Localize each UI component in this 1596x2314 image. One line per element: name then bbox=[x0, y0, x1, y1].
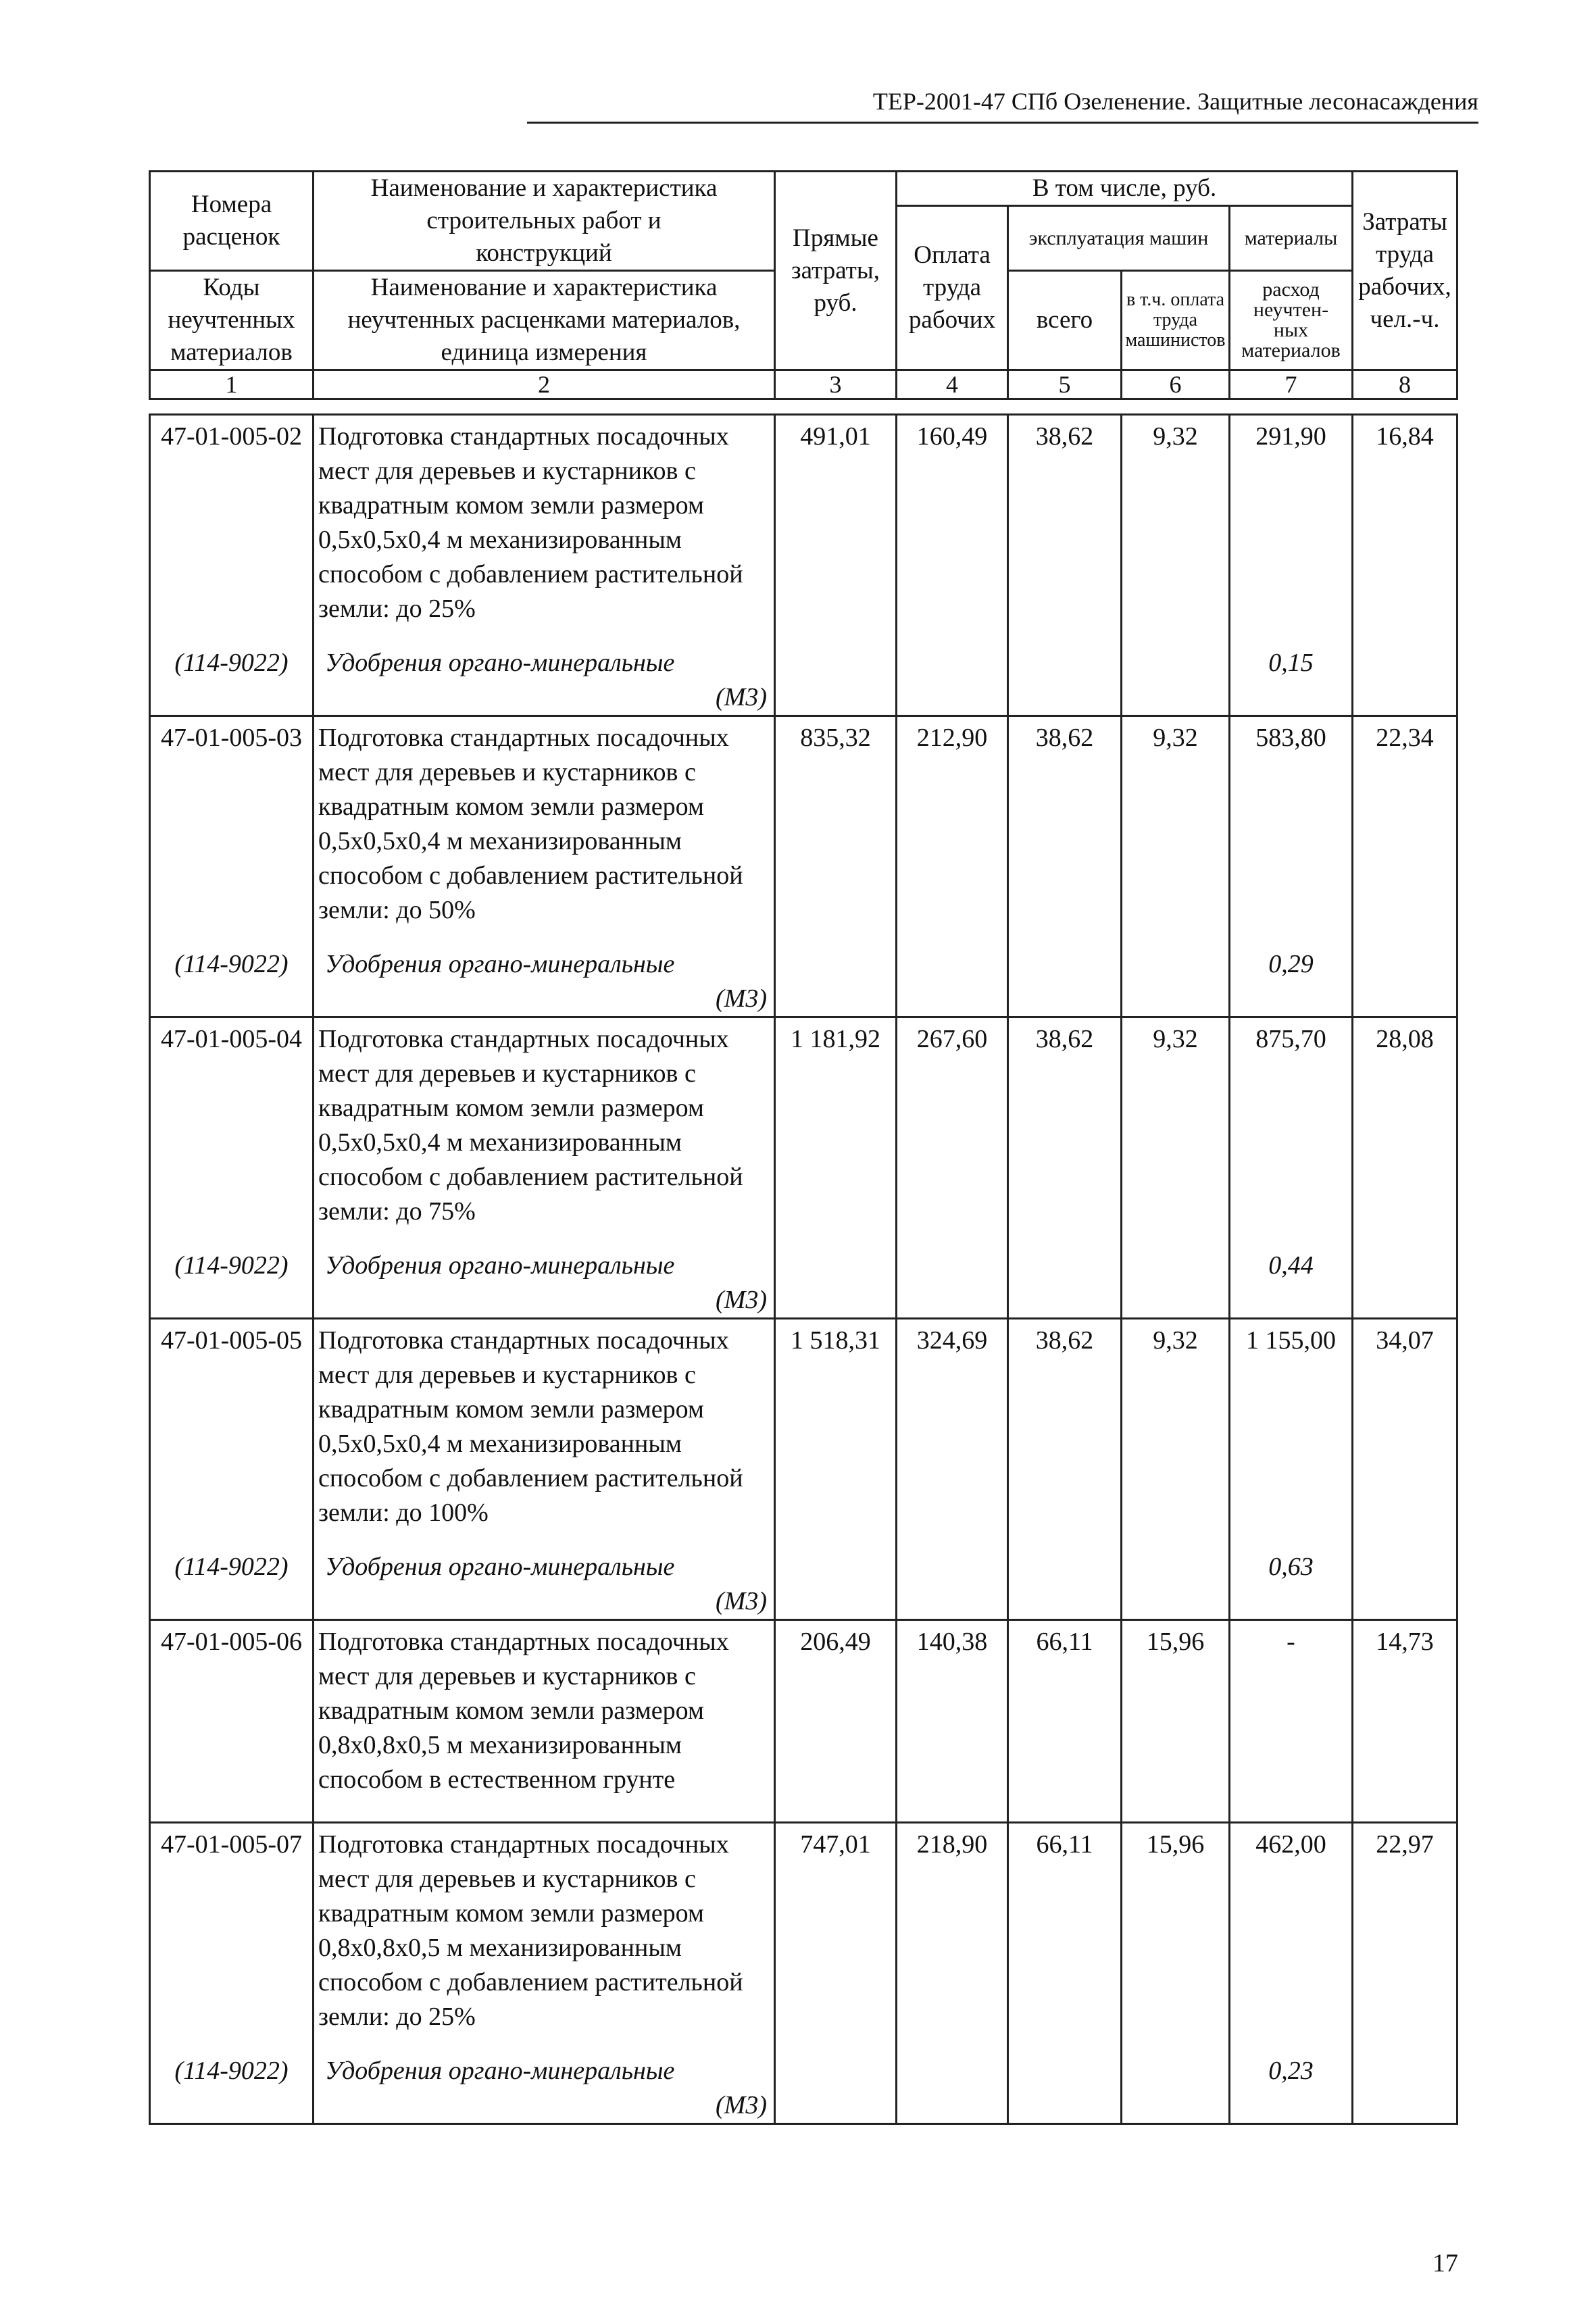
header-including: В том числе, руб. bbox=[897, 172, 1353, 206]
labor-pay: 160,49 bbox=[897, 415, 1008, 638]
material-consumption: 0,15 bbox=[1230, 638, 1353, 716]
material-code: (114-9022) bbox=[150, 1240, 314, 1319]
labor-pay: 212,90 bbox=[897, 716, 1008, 939]
material-unit: (М3) bbox=[716, 984, 767, 1013]
material-name: Удобрения органо-минеральные bbox=[325, 1552, 675, 1581]
materials-cost: - bbox=[1230, 1620, 1353, 1823]
materials-cost: 462,00 bbox=[1230, 1823, 1353, 2046]
empty-cell bbox=[897, 2046, 1008, 2124]
material-cell bbox=[314, 939, 775, 1017]
labor-pay: 324,69 bbox=[897, 1319, 1008, 1542]
machinists-pay: 9,32 bbox=[1122, 1017, 1230, 1240]
header-labor-pay: Оплата труда рабочих bbox=[897, 206, 1008, 370]
material-unit: (М3) bbox=[716, 1285, 767, 1314]
empty-cell bbox=[1353, 1240, 1457, 1319]
materials-cost: 583,80 bbox=[1230, 716, 1353, 939]
header-machinists-pay: в т.ч. оплата труда машинистов bbox=[1122, 271, 1230, 370]
header-material-codes: Коды неучтенных материалов bbox=[150, 271, 314, 370]
empty-cell bbox=[775, 1240, 897, 1319]
empty-cell bbox=[1008, 2046, 1122, 2124]
header-number: 3 bbox=[775, 370, 897, 399]
material-row bbox=[150, 1542, 1457, 1620]
material-consumption: 0,29 bbox=[1230, 939, 1353, 1017]
material-consumption: 0,23 bbox=[1230, 2046, 1353, 2124]
machines-total: 38,62 bbox=[1008, 1319, 1122, 1542]
empty-cell bbox=[1353, 638, 1457, 716]
material-cell bbox=[314, 2046, 775, 2124]
material-cell bbox=[314, 1542, 775, 1620]
header-number: 1 bbox=[150, 370, 314, 399]
empty-cell bbox=[1122, 1240, 1230, 1319]
machines-total: 38,62 bbox=[1008, 415, 1122, 638]
rate-description: Подготовка стандартных посадочных мест для деревьев и кустарников с квадратным комом земли размером 0,5х0,5х0,4 м механизированным способом с добавлением растительной земли: до 50% bbox=[314, 716, 775, 939]
materials-cost: 1 155,00 bbox=[1230, 1319, 1353, 1542]
material-code: (114-9022) bbox=[150, 638, 314, 716]
direct-costs: 835,32 bbox=[775, 716, 897, 939]
empty-cell bbox=[1122, 2046, 1230, 2124]
material-name: Удобрения органо-минеральные bbox=[325, 1251, 675, 1280]
machines-total: 38,62 bbox=[1008, 1017, 1122, 1240]
material-cell bbox=[314, 1240, 775, 1319]
empty-cell bbox=[775, 638, 897, 716]
table-row bbox=[150, 716, 1457, 939]
empty-cell bbox=[897, 638, 1008, 716]
labor-hours: 22,34 bbox=[1353, 716, 1457, 939]
empty-cell bbox=[1353, 939, 1457, 1017]
material-code: (114-9022) bbox=[150, 1542, 314, 1620]
machinists-pay: 9,32 bbox=[1122, 1319, 1230, 1542]
empty-cell bbox=[775, 2046, 897, 2124]
empty-cell bbox=[1122, 1542, 1230, 1620]
material-cell bbox=[314, 638, 775, 716]
empty-cell bbox=[1353, 1542, 1457, 1620]
labor-hours: 14,73 bbox=[1353, 1620, 1457, 1823]
material-name: Удобрения органо-минеральные bbox=[325, 648, 675, 677]
rate-code: 47-01-005-03 bbox=[150, 716, 314, 939]
rate-description: Подготовка стандартных посадочных мест для деревьев и кустарников с квадратным комом земли размером 0,5х0,5х0,4 м механизированным способом с добавлением растительной земли: до 25% bbox=[314, 415, 775, 638]
material-row bbox=[150, 638, 1457, 716]
header-number: 8 bbox=[1353, 370, 1457, 399]
header-number: 7 bbox=[1230, 370, 1353, 399]
rate-code: 47-01-005-04 bbox=[150, 1017, 314, 1240]
empty-cell bbox=[1008, 638, 1122, 716]
material-row bbox=[150, 2046, 1457, 2124]
machinists-pay: 9,32 bbox=[1122, 415, 1230, 638]
labor-hours: 28,08 bbox=[1353, 1017, 1457, 1240]
machines-total: 66,11 bbox=[1008, 1620, 1122, 1823]
rate-description: Подготовка стандартных посадочных мест для деревьев и кустарников с квадратным комом земли размером 0,5х0,5х0,4 м механизированным способом с добавлением растительной земли: до 75% bbox=[314, 1017, 775, 1240]
header-number: 6 bbox=[1122, 370, 1230, 399]
rate-description: Подготовка стандартных посадочных мест для деревьев и кустарников с квадратным комом земли размером 0,5х0,5х0,4 м механизированным способом с добавлением растительной земли: до 100% bbox=[314, 1319, 775, 1542]
table-row bbox=[150, 1319, 1457, 1542]
labor-pay: 267,60 bbox=[897, 1017, 1008, 1240]
header-material-consumption: расход неучтен-ных материалов bbox=[1230, 271, 1353, 370]
table-row bbox=[150, 415, 1457, 638]
header-materials: материалы bbox=[1230, 206, 1353, 271]
material-unit: (М3) bbox=[716, 682, 767, 711]
material-row bbox=[150, 1240, 1457, 1319]
empty-cell bbox=[897, 939, 1008, 1017]
empty-cell bbox=[1008, 1240, 1122, 1319]
material-code: (114-9022) bbox=[150, 2046, 314, 2124]
material-unit: (М3) bbox=[716, 1586, 767, 1615]
empty-cell bbox=[1353, 2046, 1457, 2124]
empty-cell bbox=[1122, 638, 1230, 716]
machines-total: 38,62 bbox=[1008, 716, 1122, 939]
empty-cell bbox=[1122, 939, 1230, 1017]
empty-cell bbox=[897, 1240, 1008, 1319]
material-consumption: 0,63 bbox=[1230, 1542, 1353, 1620]
rate-description: Подготовка стандартных посадочных мест для деревьев и кустарников с квадратным комом земли размером 0,8х0,8х0,5 м механизированным способом с добавлением растительной земли: до 25% bbox=[314, 1823, 775, 2046]
header-material-names: Наименование и характеристика неучтенных расценками материалов, единица измерения bbox=[314, 271, 775, 370]
table-row bbox=[150, 1620, 1457, 1823]
header-direct-costs: Прямые затраты, руб. bbox=[775, 172, 897, 370]
rate-description: Подготовка стандартных посадочных мест для деревьев и кустарников с квадратным комом земли размером 0,8х0,8х0,5 м механизированным способом в естественном грунте bbox=[314, 1620, 775, 1823]
header-number-row bbox=[150, 370, 1457, 399]
material-name: Удобрения органо-минеральные bbox=[325, 949, 675, 978]
labor-hours: 22,97 bbox=[1353, 1823, 1457, 2046]
header-labor-hours: Затраты труда рабочих, чел.-ч. bbox=[1353, 172, 1457, 370]
rate-code: 47-01-005-02 bbox=[150, 415, 314, 638]
machinists-pay: 9,32 bbox=[1122, 716, 1230, 939]
material-name: Удобрения органо-минеральные bbox=[325, 2056, 675, 2085]
labor-hours: 16,84 bbox=[1353, 415, 1457, 638]
labor-hours: 34,07 bbox=[1353, 1319, 1457, 1542]
material-row bbox=[150, 939, 1457, 1017]
running-head: ТЕР-2001-47 СПб Озеленение. Защитные лесонасаждения bbox=[527, 86, 1478, 124]
machinists-pay: 15,96 bbox=[1122, 1620, 1230, 1823]
material-consumption: 0,44 bbox=[1230, 1240, 1353, 1319]
header-rate-numbers: Номера расценок bbox=[150, 172, 314, 271]
labor-pay: 218,90 bbox=[897, 1823, 1008, 2046]
direct-costs: 1 181,92 bbox=[775, 1017, 897, 1240]
header-number: 2 bbox=[314, 370, 775, 399]
header-machines-total: всего bbox=[1008, 271, 1122, 370]
empty-cell bbox=[775, 1542, 897, 1620]
empty-cell bbox=[775, 939, 897, 1017]
rate-code: 47-01-005-05 bbox=[150, 1319, 314, 1542]
direct-costs: 747,01 bbox=[775, 1823, 897, 2046]
empty-cell bbox=[1008, 939, 1122, 1017]
header-work-name: Наименование и характеристика строительных работ и конструкций bbox=[314, 172, 775, 271]
table-row bbox=[150, 1017, 1457, 1240]
empty-cell bbox=[1008, 1542, 1122, 1620]
rates-table bbox=[149, 413, 1458, 2125]
page-number: 17 bbox=[1432, 2249, 1458, 2278]
header-number: 5 bbox=[1008, 370, 1122, 399]
machinists-pay: 15,96 bbox=[1122, 1823, 1230, 2046]
table-row bbox=[150, 1823, 1457, 2046]
materials-cost: 875,70 bbox=[1230, 1017, 1353, 1240]
rate-code: 47-01-005-07 bbox=[150, 1823, 314, 2046]
material-unit: (М3) bbox=[716, 2090, 767, 2119]
labor-pay: 140,38 bbox=[897, 1620, 1008, 1823]
table-header bbox=[149, 170, 1458, 400]
header-machines: эксплуатация машин bbox=[1008, 206, 1230, 271]
materials-cost: 291,90 bbox=[1230, 415, 1353, 638]
direct-costs: 491,01 bbox=[775, 415, 897, 638]
machines-total: 66,11 bbox=[1008, 1823, 1122, 2046]
direct-costs: 206,49 bbox=[775, 1620, 897, 1823]
header-number: 4 bbox=[897, 370, 1008, 399]
material-code: (114-9022) bbox=[150, 939, 314, 1017]
direct-costs: 1 518,31 bbox=[775, 1319, 897, 1542]
rate-code: 47-01-005-06 bbox=[150, 1620, 314, 1823]
empty-cell bbox=[897, 1542, 1008, 1620]
